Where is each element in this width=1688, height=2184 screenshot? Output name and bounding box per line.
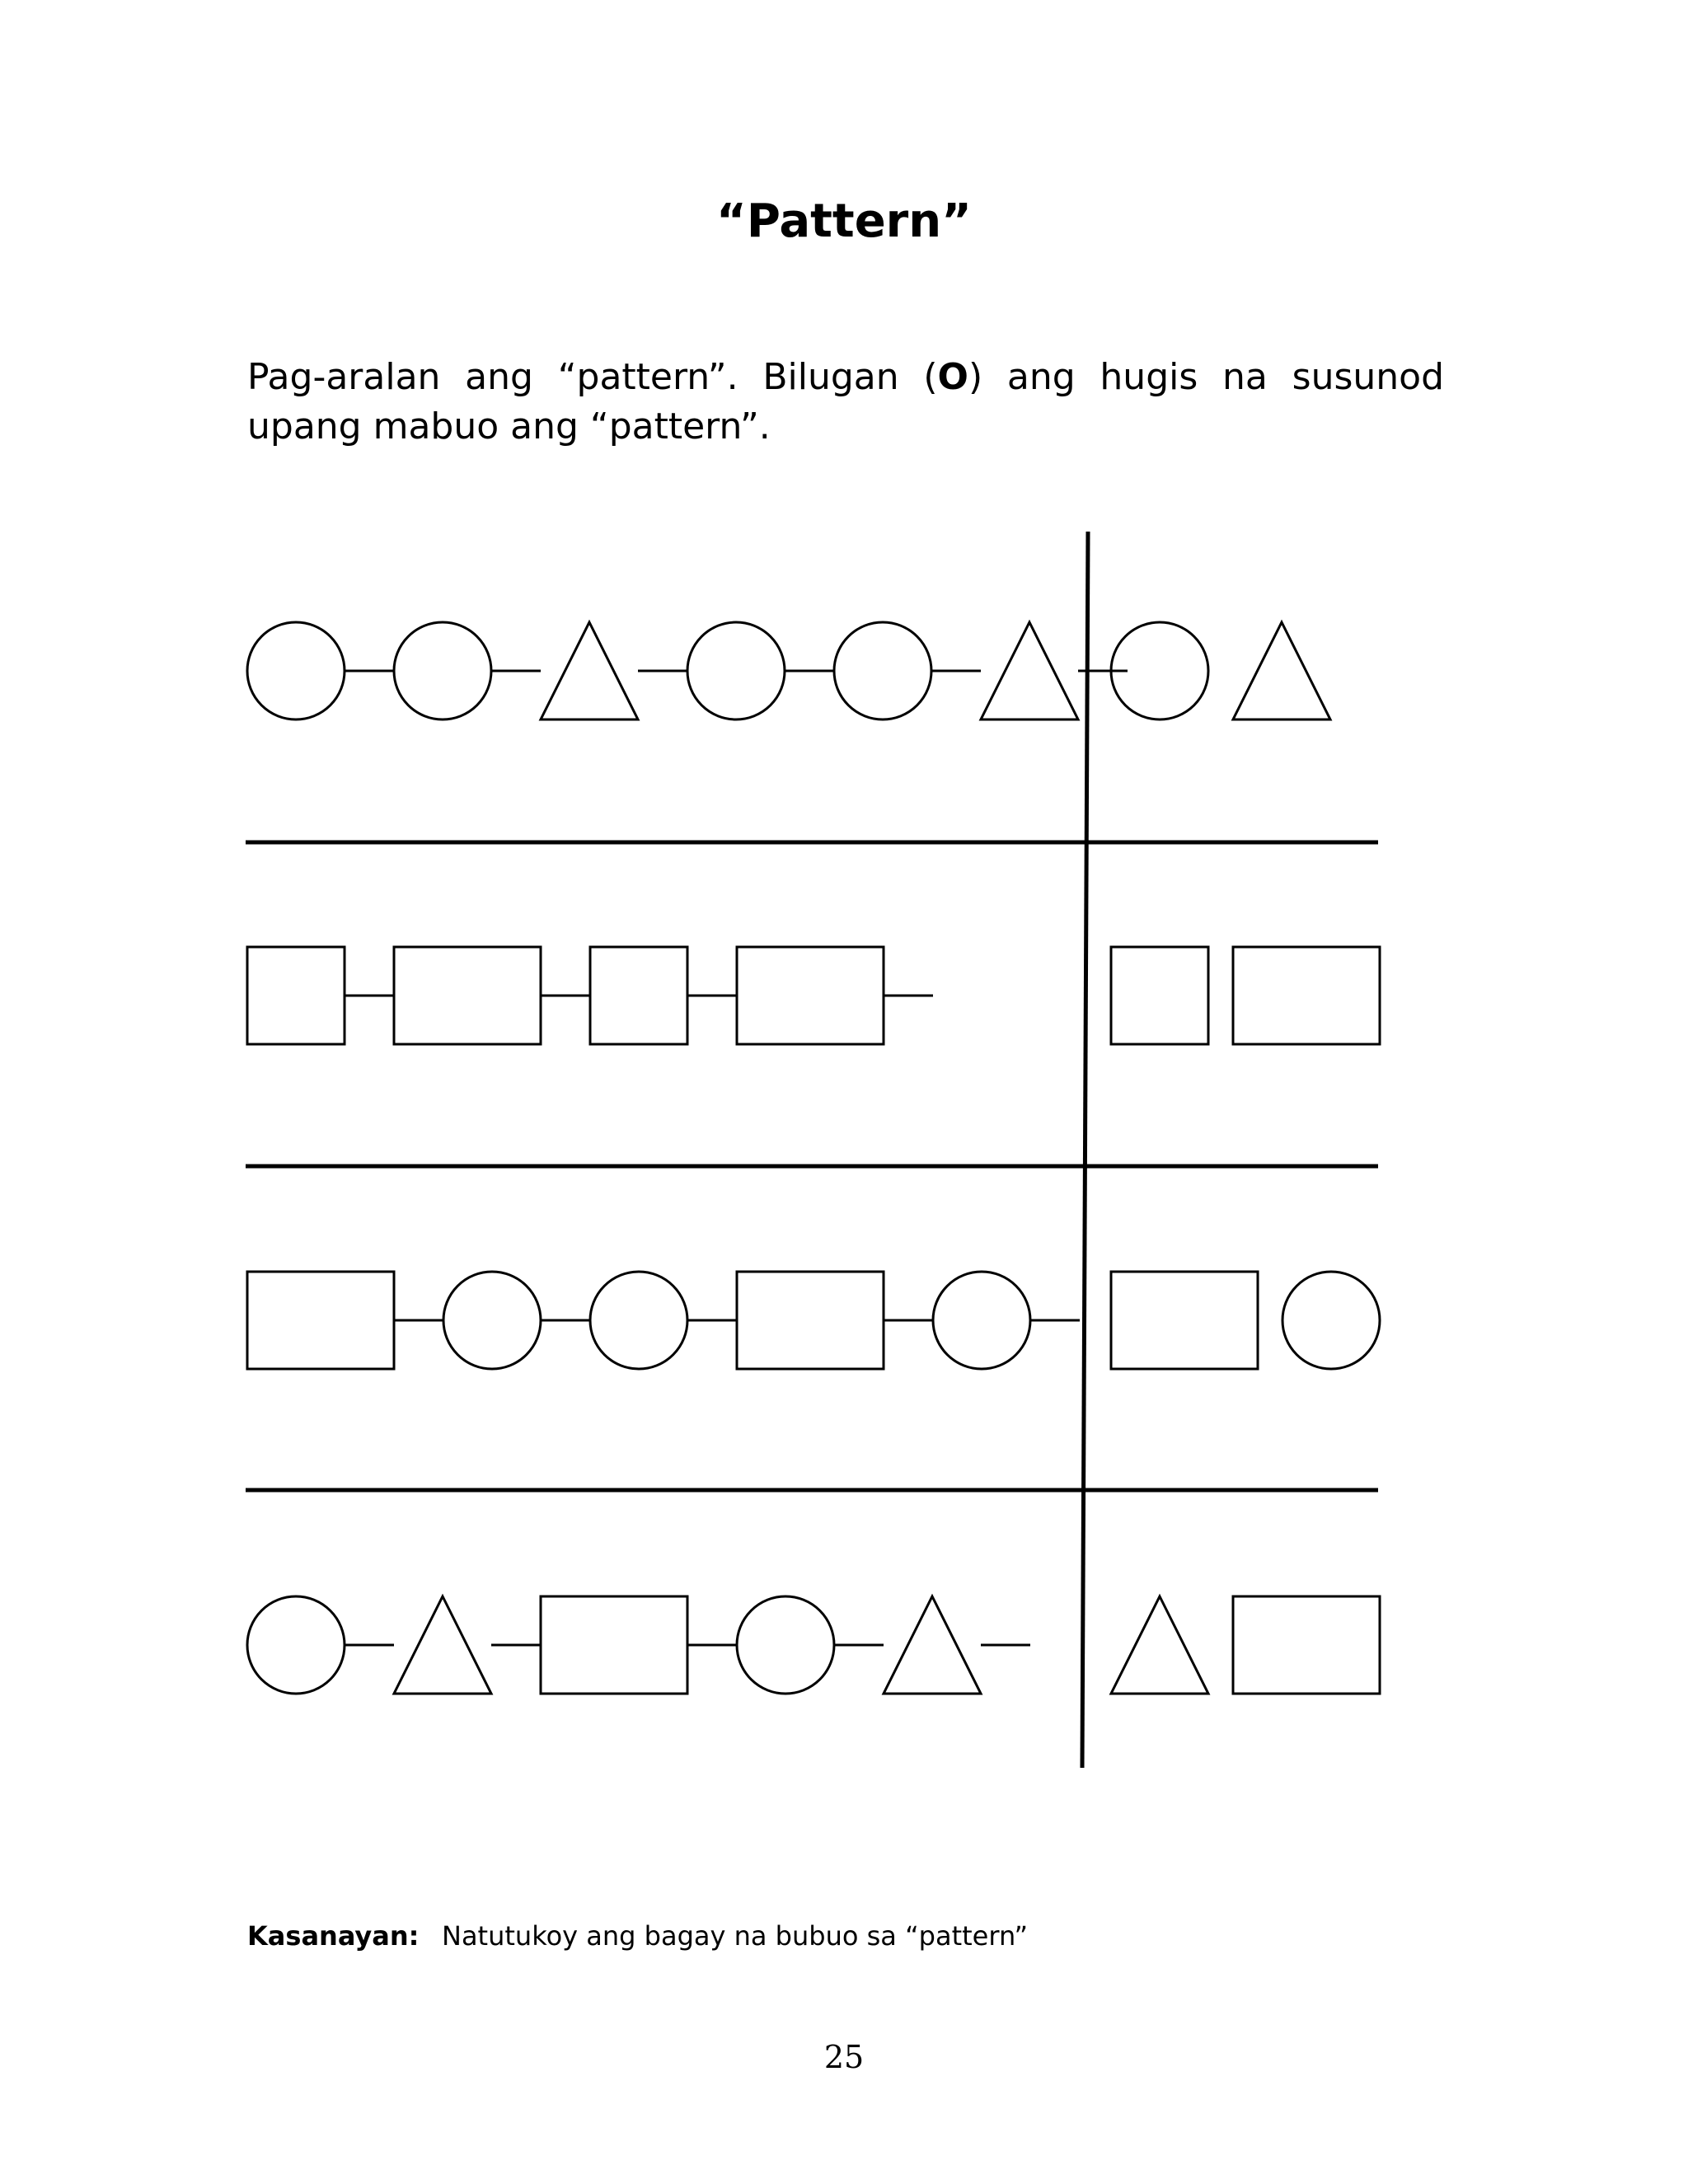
circle-symbol: O bbox=[937, 356, 968, 398]
row-2-shape-2-rectangle bbox=[394, 947, 541, 1044]
row-3-shape-4-rectangle bbox=[737, 1272, 884, 1369]
row-1-shape-5-circle bbox=[834, 622, 931, 719]
column-divider bbox=[1082, 532, 1088, 1768]
row-4-choice-2-rectangle bbox=[1233, 1596, 1380, 1694]
row-3-choice-2-circle bbox=[1282, 1272, 1380, 1369]
row-1-shape-1-circle bbox=[247, 622, 345, 719]
row-2-shape-4-rectangle bbox=[737, 947, 884, 1044]
footer-text: Natutukoy ang bagay na bubuo sa “pattern” bbox=[442, 1920, 1029, 1952]
row-3-shape-2-circle bbox=[443, 1272, 541, 1369]
row-4-shape-5-triangle bbox=[884, 1596, 981, 1694]
row-3-shape-1-rectangle bbox=[247, 1272, 394, 1369]
row-4-choice-1-triangle bbox=[1111, 1596, 1208, 1694]
row-1-shape-6-triangle bbox=[981, 622, 1078, 719]
row-1-choice-2-triangle bbox=[1233, 622, 1330, 719]
row-4-shape-1-circle bbox=[247, 1596, 345, 1694]
row-2-shape-3-square bbox=[590, 947, 687, 1044]
row-1-shape-3-triangle bbox=[541, 622, 638, 719]
row-1-shape-4-circle bbox=[687, 622, 785, 719]
row-4-shape-4-circle bbox=[737, 1596, 834, 1694]
footer bbox=[247, 1920, 1028, 1952]
page-title: “Pattern” bbox=[716, 194, 972, 248]
row-4-shape-2-triangle bbox=[394, 1596, 491, 1694]
instruction-part-2: ) ang hugis na susunod upang mabuo ang “pattern”. bbox=[247, 356, 1444, 448]
row-2-choice-2-rectangle bbox=[1233, 947, 1380, 1044]
row-1-shape-2-circle bbox=[394, 622, 491, 719]
footer-label: Kasanayan: bbox=[247, 1920, 420, 1952]
row-3-choice-1-rectangle bbox=[1111, 1272, 1258, 1369]
row-4-shape-3-rectangle bbox=[541, 1596, 687, 1694]
row-3-shape-3-circle bbox=[590, 1272, 687, 1369]
instruction-part-1: Pag-aralan ang “pattern”. Bilugan ( bbox=[247, 356, 938, 398]
row-2-shape-1-square bbox=[247, 947, 345, 1044]
page-number: 25 bbox=[823, 2039, 865, 2075]
row-3-shape-5-circle bbox=[933, 1272, 1030, 1369]
row-2-choice-1-square bbox=[1111, 947, 1208, 1044]
